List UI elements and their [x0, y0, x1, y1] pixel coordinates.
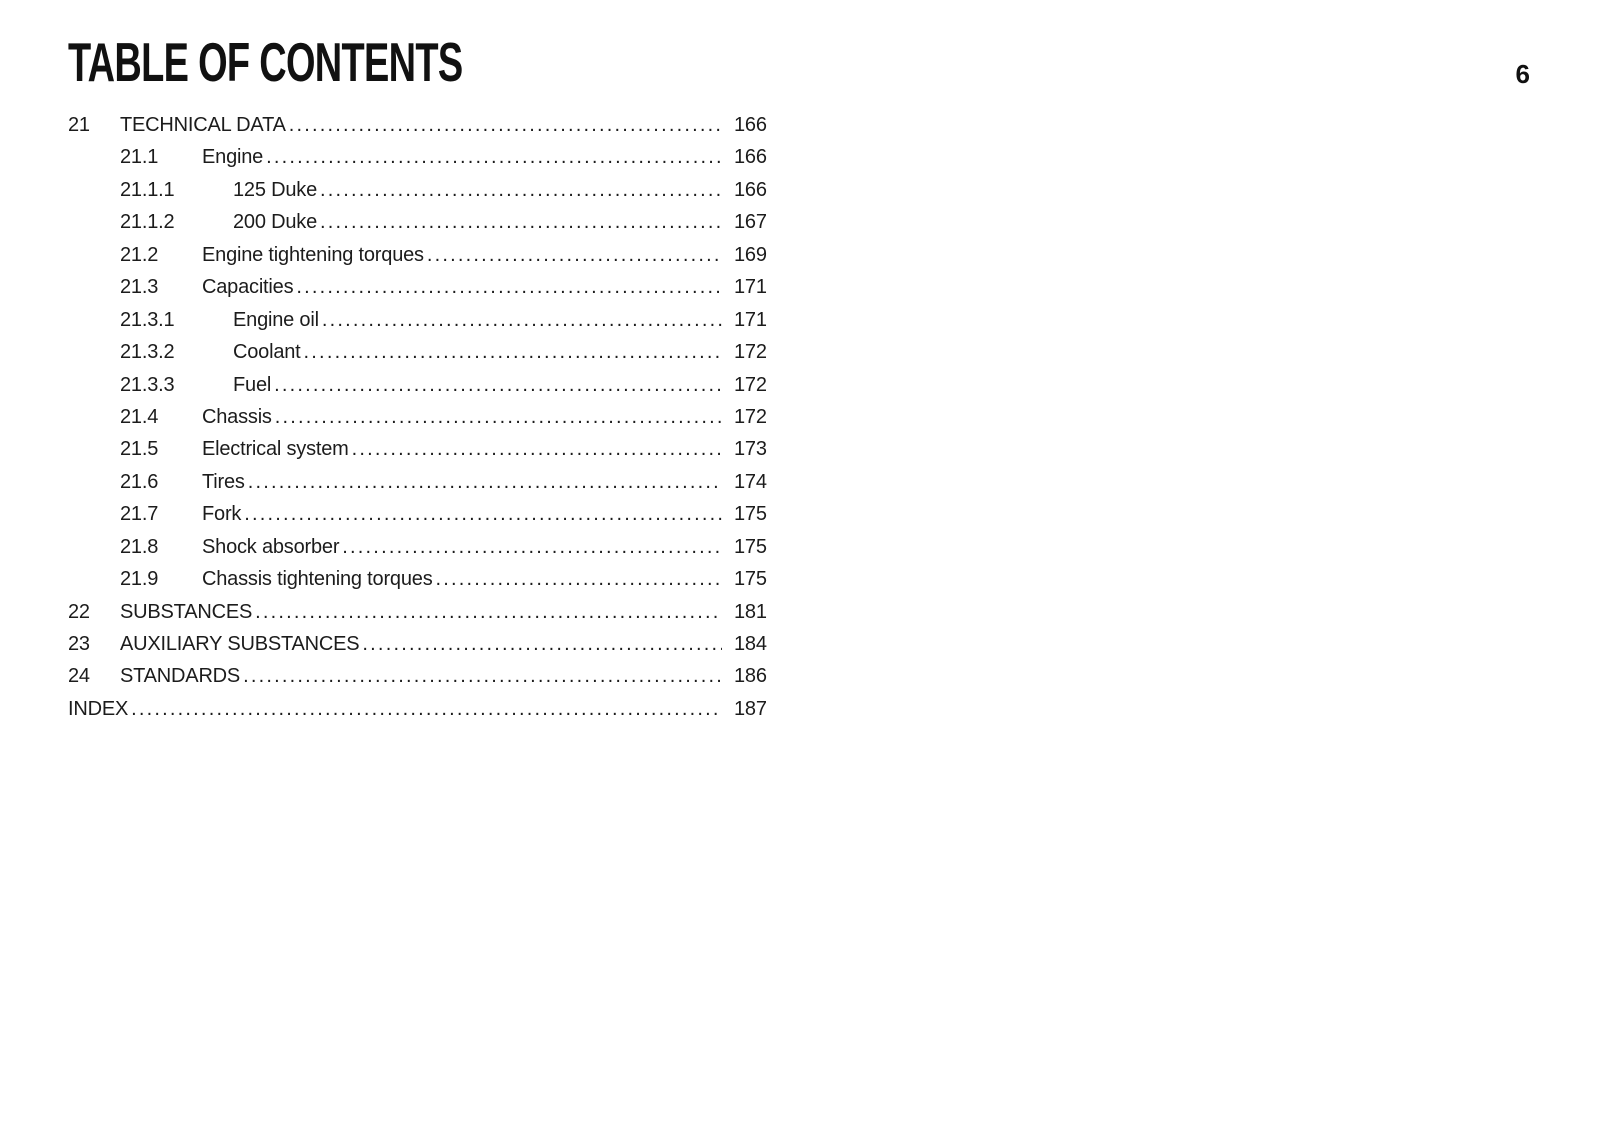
toc-entry-label: Fork	[202, 503, 242, 526]
dot-leader	[243, 665, 722, 688]
dot-leader	[320, 211, 722, 234]
toc-entry-label: Coolant	[233, 341, 301, 364]
toc-entry	[0, 276, 780, 308]
toc-entry-label: Tires	[202, 470, 245, 493]
toc-entry-label: SUBSTANCES	[120, 600, 253, 623]
dot-leader	[255, 601, 722, 624]
toc-entry-label: 125 Duke	[233, 178, 318, 201]
toc-entry	[0, 471, 780, 503]
toc-entry-number: 24	[68, 665, 90, 688]
toc-entry-number: 21.1.1	[120, 178, 175, 201]
toc-entry-number: 21.3.2	[120, 341, 175, 364]
dot-leader	[436, 568, 723, 591]
toc-entry	[0, 114, 780, 146]
toc-entry-page: 174	[734, 470, 767, 493]
toc-entry-page: 187	[734, 697, 767, 720]
toc-entry-label: TECHNICAL DATA	[120, 114, 286, 136]
toc-entry-page: 166	[734, 178, 767, 201]
toc-entry-page: 166	[734, 114, 767, 136]
dot-leader	[274, 374, 722, 397]
toc-entry	[0, 146, 780, 178]
toc-entry-number: 21.3.3	[120, 373, 175, 396]
toc-entry	[0, 601, 780, 633]
page-title: TABLE OF CONTENTS	[68, 31, 463, 93]
toc-entry-label: Shock absorber	[202, 535, 340, 558]
page-number: 6	[1515, 59, 1530, 89]
dot-leader	[322, 309, 722, 332]
toc-entry-number: 23	[68, 633, 90, 655]
dot-leader	[304, 341, 722, 364]
toc-entry-page: 184	[734, 633, 767, 655]
toc-entry-page: 172	[734, 373, 767, 396]
toc-list	[0, 114, 780, 730]
toc-entry-number: 21.2	[120, 243, 159, 266]
toc-entry-label: Chassis	[202, 405, 272, 428]
toc-entry-label: INDEX	[68, 697, 129, 720]
toc-entry-page: 181	[734, 600, 767, 623]
toc-entry-page: 173	[734, 438, 767, 461]
dot-leader	[244, 503, 722, 526]
toc-entry-label: Capacities	[202, 276, 294, 299]
toc-entry	[0, 503, 780, 535]
dot-leader	[275, 406, 722, 429]
dot-leader	[266, 146, 722, 169]
toc-entry-label: Engine tightening torques	[202, 243, 424, 266]
toc-entry-page: 175	[734, 503, 767, 526]
toc-entry-number: 21.3	[120, 276, 159, 299]
dot-leader	[427, 244, 722, 267]
toc-entry	[0, 536, 780, 568]
toc-entry-label: Chassis tightening torques	[202, 568, 433, 591]
dot-leader	[342, 536, 722, 559]
toc-entry-label: AUXILIARY SUBSTANCES	[120, 633, 360, 655]
toc-entry-number: 21	[68, 114, 90, 136]
toc-entry-page: 175	[734, 535, 767, 558]
toc-entry-page: 167	[734, 211, 767, 234]
toc-entry-page: 171	[734, 308, 767, 331]
toc-entry	[0, 406, 780, 438]
toc-entry-label: Fuel	[233, 373, 272, 396]
toc-entry-label: Engine	[202, 146, 264, 169]
toc-entry-number: 21.5	[120, 438, 159, 461]
toc-entry	[0, 309, 780, 341]
dot-leader	[352, 438, 722, 461]
toc-entry	[0, 341, 780, 373]
toc-entry	[0, 211, 780, 243]
toc-entry	[0, 698, 780, 730]
toc-entry-number: 21.6	[120, 470, 159, 493]
toc-entry-page: 186	[734, 665, 767, 688]
toc-entry-label: STANDARDS	[120, 665, 241, 688]
toc-entry-number: 21.1.2	[120, 211, 175, 234]
toc-entry	[0, 665, 780, 697]
toc-entry-number: 21.4	[120, 405, 159, 428]
toc-entry-number: 21.8	[120, 535, 159, 558]
dot-leader	[362, 633, 722, 656]
toc-entry	[0, 244, 780, 276]
toc-entry-number: 21.3.1	[120, 308, 175, 331]
dot-leader	[289, 114, 722, 137]
dot-leader	[320, 179, 722, 202]
toc-entry-page: 172	[734, 341, 767, 364]
toc-entry	[0, 633, 780, 665]
toc-entry-page: 169	[734, 243, 767, 266]
toc-entry-page: 166	[734, 146, 767, 169]
toc-entry	[0, 568, 780, 600]
toc-entry	[0, 438, 780, 470]
toc-entry-label: Engine oil	[233, 308, 319, 331]
toc-entry-number: 21.9	[120, 568, 159, 591]
toc-entry-label: Electrical system	[202, 438, 349, 461]
toc-entry-page: 171	[734, 276, 767, 299]
dot-leader	[131, 698, 722, 721]
toc-entry-number: 21.7	[120, 503, 159, 526]
toc-entry	[0, 374, 780, 406]
toc-entry-page: 172	[734, 405, 767, 428]
dot-leader	[248, 471, 722, 494]
toc-entry	[0, 179, 780, 211]
dot-leader	[296, 276, 722, 299]
toc-entry-label: 200 Duke	[233, 211, 318, 234]
toc-entry-number: 22	[68, 600, 90, 623]
toc-entry-number: 21.1	[120, 146, 159, 169]
toc-entry-page: 175	[734, 568, 767, 591]
